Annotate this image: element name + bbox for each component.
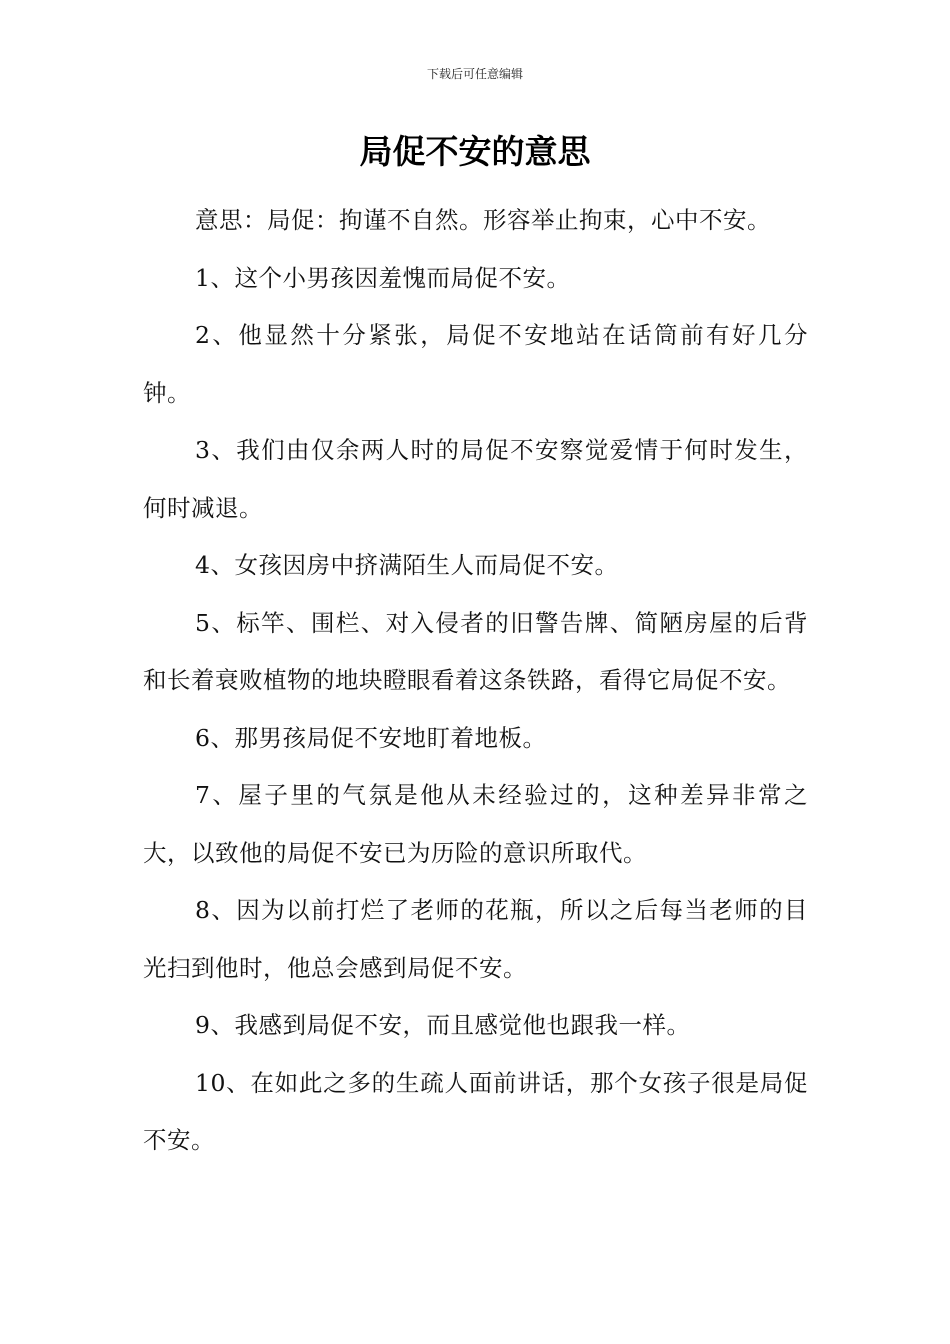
definition-paragraph: 意思：局促：拘谨不自然。形容举止拘束，心中不安。 — [195, 206, 771, 234]
example-sentence-6: 6、那男孩局促不安地盯着地板。 — [195, 723, 547, 752]
example-sentence-4: 4、女孩因房中挤满陌生人而局促不安。 — [195, 551, 619, 579]
example-sentence-9: 9、我感到局促不安，而且感觉他也跟我一样。 — [195, 1011, 691, 1039]
header-note: 下载后可任意编辑 — [426, 67, 523, 81]
document-body — [143, 192, 808, 1170]
example-sentence-8: 8、因为以前打烂了老师的花瓶，所以之后每当老师的目光扫到他时，他总会感到局促不安。 — [143, 896, 808, 982]
example-sentence-5: 5、标竿、围栏、对入侵者的旧警告牌、简陋房屋的后背和长着衰败植物的地块瞪眼看着这条铁路，看得它局促不安。 — [143, 608, 808, 694]
example-sentence-7: 7、屋子里的气氛是他从未经验过的，这种差异非常之大，以致他的局促不安已为历险的意识所取代。 — [143, 781, 808, 867]
page-title: 局促不安的意思 — [359, 132, 591, 171]
example-sentence-1: 1、这个小男孩因羞愧而局促不安。 — [195, 263, 571, 292]
example-sentence-3: 3、我们由仅余两人时的局促不安察觉爱情于何时发生，何时减退。 — [143, 436, 808, 522]
example-sentence-10: 10、在如此之多的生疏人面前讲话，那个女孩子很是局促不安。 — [143, 1068, 808, 1154]
example-sentence-2: 2、他显然十分紧张，局促不安地站在话筒前有好几分钟。 — [143, 321, 808, 407]
